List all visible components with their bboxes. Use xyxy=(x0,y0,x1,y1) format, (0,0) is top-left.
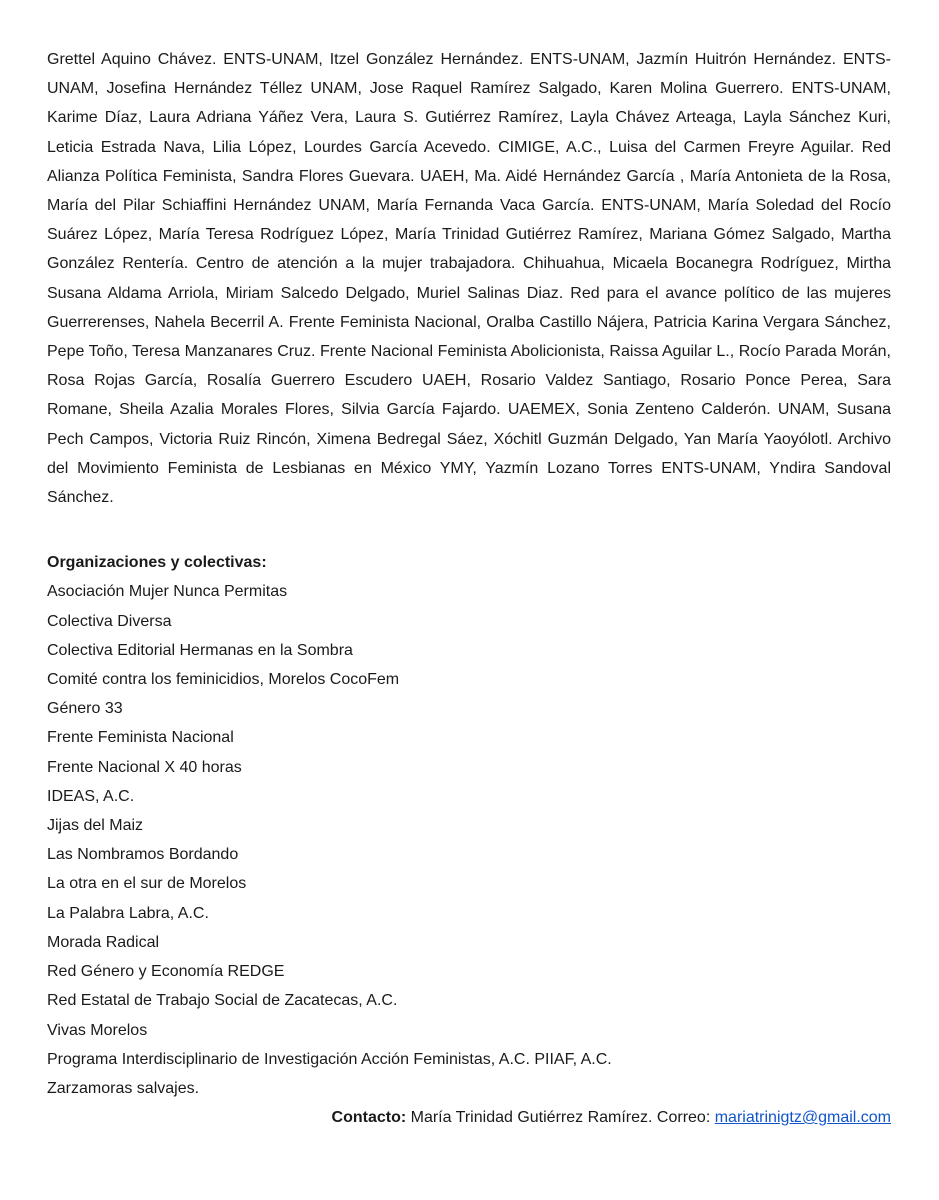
organization-item: IDEAS, A.C. xyxy=(47,787,135,805)
organization-item: Zarzamoras salvajes. xyxy=(47,1079,200,1097)
contact-text: María Trinidad Gutiérrez Ramírez. Correo: xyxy=(406,1109,715,1127)
organization-item: Morada Radical xyxy=(47,933,160,951)
organization-item: Comité contra los feminicidios, Morelos CocoFem xyxy=(47,671,400,689)
organization-item: Las Nombramos Bordando xyxy=(47,846,239,864)
contact-label: Contacto: xyxy=(331,1109,407,1127)
organization-item: Colectiva Editorial Hermanas en la Sombra xyxy=(47,641,353,659)
organization-item: Frente Feminista Nacional xyxy=(47,729,234,747)
organization-item: Colectiva Diversa xyxy=(47,612,172,630)
organization-item: La Palabra Labra, A.C. xyxy=(47,904,209,922)
organization-item: Red Estatal de Trabajo Social de Zacatecas, A.C. xyxy=(47,992,398,1010)
document-page xyxy=(47,45,891,1132)
organization-item: Asociación Mujer Nunca Permitas xyxy=(47,583,288,601)
contact-line xyxy=(47,1103,891,1132)
organization-item: La otra en el sur de Morelos xyxy=(47,875,247,893)
organizations-heading: Organizaciones y colectivas: xyxy=(47,554,267,572)
organization-item: Género 33 xyxy=(47,700,123,718)
organization-item: Frente Nacional X 40 horas xyxy=(47,758,242,776)
organization-item: Red Género y Economía REDGE xyxy=(47,963,285,981)
organization-item: Vivas Morelos xyxy=(47,1021,148,1039)
signers-paragraph: Grettel Aquino Chávez. ENTS-UNAM, Itzel González Hernández. ENTS-UNAM, Jazmín Huitrón Hernández. ENTS-UNAM, Josefina Hernández Téllez UNAM, Jose Raquel Ramírez Salgado, Karen Molina Guerrero. ENTS-UNAM, Karime Díaz, Laura Adriana Yáñez Vera, Laura S. Gutiérrez Ramírez, Layla Chávez Arteaga, Layla Sánchez Kuri, Leticia Estrada Nava, Lilia López, Lourdes García Acevedo. CIMIGE, A.C., Luisa del Carmen Freyre Aguilar. Red Alianza Política Feminista, Sandra Flores Guevara. UAEH, Ma. Aidé Hernández García , María Antonieta de la Rosa, María del Pilar Schiaffini Hernández UNAM, María Fernanda Vaca García. ENTS-UNAM, María Soledad del Rocío Suárez López, María Teresa Rodríguez López, María Trinidad Gutiérrez Ramírez, Mariana Gómez Salgado, Martha González Rentería. Centro de atención a la mujer trabajadora. Chihuahua, Micaela Bocanegra Rodríguez, Mirtha Susana Aldama Arriola, Miriam Salcedo Delgado, Muriel Salinas Diaz. Red para el avance político de las mujeres Guerrerenses, Nahela Becerril A. Frente Feminista Nacional, Oralba Castillo Nájera, Patricia Karina Vergara Sánchez, Pepe Toño, Teresa Manzanares Cruz. Frente Nacional Feminista Abolicionista, Raissa Aguilar L., Rocío Parada Morán, Rosa Rojas García, Rosalía Guerrero Escudero UAEH, Rosario Valdez Santiago, Rosario Ponce Perea, Sara Romane, Sheila Azalia Morales Flores, Silvia García Fajardo. UAEMEX, Sonia Zenteno Calderón. UNAM, Susana Pech Campos, Victoria Ruiz Rincón, Ximena Bedregal Sáez, Xóchitl Guzmán Delgado, Yan María Yaoyólotl. Archivo del Movimiento Feminista de Lesbianas en México YMY, Yazmín Lozano Torres ENTS-UNAM, Yndira Sandoval Sánchez. xyxy=(47,51,891,507)
organization-item: Programa Interdisciplinario de Investigación Acción Feministas, A.C. PIIAF, A.C. xyxy=(47,1050,612,1068)
organizations-list xyxy=(47,577,891,1103)
contact-email-link[interactable]: mariatrinigtz@gmail.com xyxy=(714,1109,891,1127)
organization-item: Jijas del Maiz xyxy=(47,817,144,835)
